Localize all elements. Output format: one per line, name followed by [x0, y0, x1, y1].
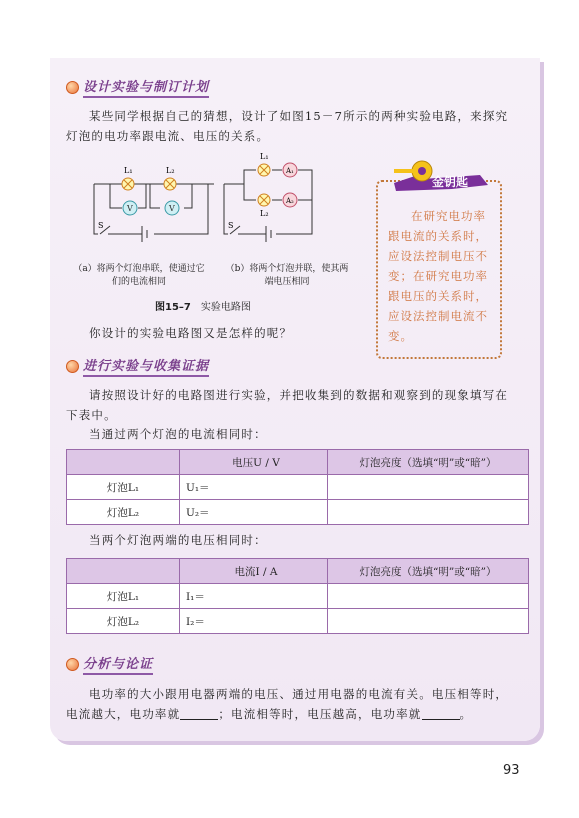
- figure-title: 实验电路图: [200, 302, 251, 313]
- lamp-label: L₁: [260, 152, 269, 161]
- bullet-icon: [66, 658, 79, 671]
- table-cell: U₁＝: [180, 475, 328, 500]
- table-cell: 灯泡L₂: [67, 500, 180, 525]
- paragraph-condition-current: 当通过两个灯泡的电流相同时：: [89, 427, 267, 441]
- switch-label: S: [98, 221, 104, 230]
- answer-blank[interactable]: [180, 707, 218, 720]
- voltmeter-label: V: [169, 204, 175, 213]
- conclusion-text: 。: [459, 707, 473, 721]
- conclusion-text: ；电流相等时，电压越高，电功率就: [218, 707, 422, 721]
- table-cell: I₂＝: [180, 609, 328, 634]
- figure-number: 图15–7: [155, 302, 191, 313]
- lamp-label: L₁: [124, 166, 133, 175]
- table-row: [67, 500, 529, 525]
- circuit-diagram-b: [216, 148, 326, 256]
- page-number: 93: [503, 763, 520, 778]
- table-cell-input[interactable]: [328, 475, 529, 500]
- table-cell-input[interactable]: [328, 500, 529, 525]
- paragraph-question: 你设计的实验电路图又是怎样的呢？: [89, 326, 293, 340]
- section-heading-analysis: [66, 654, 153, 674]
- table-header-row: [67, 559, 529, 584]
- lamp-icon: [122, 178, 134, 190]
- table-cell-input[interactable]: [328, 584, 529, 609]
- data-table-voltage: [66, 558, 529, 634]
- section-heading-experiment: [66, 356, 209, 376]
- switch-label: S: [228, 221, 234, 230]
- section-title: 设计实验与制订计划: [83, 76, 209, 98]
- section-heading-design: [66, 77, 209, 97]
- data-table-current: [66, 449, 529, 525]
- ammeter-label: A₂: [286, 197, 294, 205]
- section-title: 分析与论证: [83, 653, 153, 675]
- golden-key-title: 金钥匙: [432, 175, 469, 189]
- lamp-icon: [164, 178, 176, 190]
- section-title: 进行实验与收集证据: [83, 355, 209, 377]
- circuit-diagram-a: [84, 164, 214, 256]
- table-header-row: [67, 450, 529, 475]
- conclusion-text: 电功率的大小跟用电器两端的电压、通过用电器的电流有关。电压相等时，电流越大，电功率就: [66, 687, 509, 721]
- table-row: [67, 475, 529, 500]
- paragraph-conclusion: [66, 684, 514, 724]
- table-header-cell: 电流I / A: [180, 559, 328, 584]
- caption-a: （a）将两个灯泡串联，使通过它们的电流相同: [73, 264, 205, 287]
- table-header-cell: 灯泡亮度（选填“明”或“暗”）: [328, 450, 529, 475]
- paragraph-intro: 某些同学根据自己的猜想，设计了如图15－7所示的两种实验电路，来探究灯泡的电功率跟电流、电压的关系。: [66, 109, 509, 143]
- table-header-cell: 灯泡亮度（选填“明”或“暗”）: [328, 559, 529, 584]
- voltmeter-label: V: [127, 204, 133, 213]
- bullet-icon: [66, 360, 79, 373]
- table-header-cell: [67, 559, 180, 584]
- paragraph-condition-voltage: 当两个灯泡两端的电压相同时：: [89, 533, 267, 547]
- table-cell-input[interactable]: [328, 609, 529, 634]
- paragraph-instruction: 请按照设计好的电路图进行实验，并把收集到的数据和观察到的现象填写在下表中。: [66, 388, 509, 422]
- caption-b: （b）将两个灯泡并联，使其两端电压相同: [225, 264, 349, 287]
- golden-key-icon: [392, 159, 492, 193]
- ammeter-label: A₁: [286, 167, 294, 175]
- table-cell: 灯泡L₁: [67, 475, 180, 500]
- table-row: [67, 609, 529, 634]
- table-cell: 灯泡L₂: [67, 609, 180, 634]
- table-header-cell: [67, 450, 180, 475]
- table-cell: I₁＝: [180, 584, 328, 609]
- figure-caption: [155, 298, 251, 313]
- table-header-cell: 电压U / V: [180, 450, 328, 475]
- lamp-label: L₂: [260, 209, 269, 218]
- table-row: [67, 584, 529, 609]
- answer-blank[interactable]: [422, 707, 460, 720]
- bullet-icon: [66, 81, 79, 94]
- golden-key-text: 在研究电功率跟电流的关系时，应设法控制电压不变；在研究电功率跟电压的关系时，应设法控制电流不变。: [388, 209, 488, 343]
- table-cell: 灯泡L₁: [67, 584, 180, 609]
- lamp-label: L₂: [166, 166, 175, 175]
- table-cell: U₂＝: [180, 500, 328, 525]
